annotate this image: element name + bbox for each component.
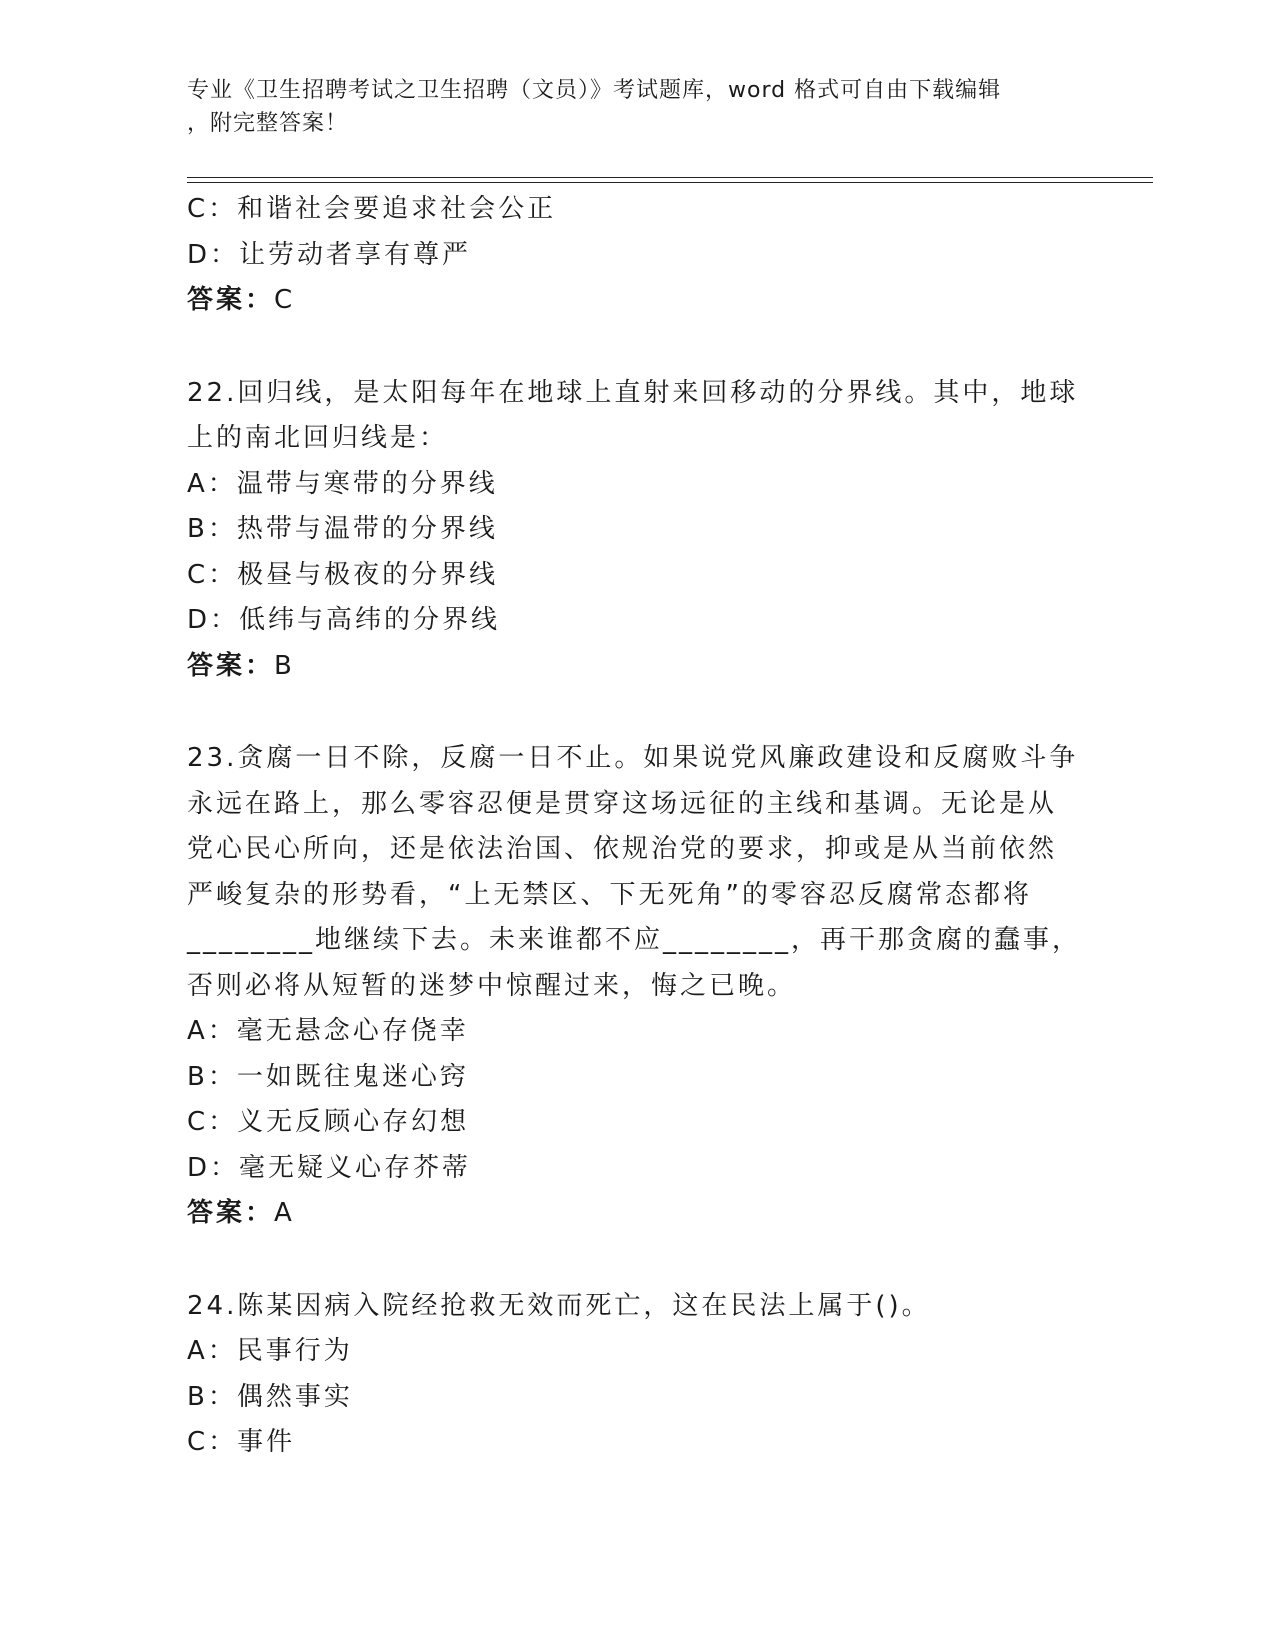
question-stem-line: 党心民心所向，还是依法治国、依规治党的要求，抑或是从当前依然 [187,834,1058,864]
option-c: C：义无反顾心存幻想 [187,1107,470,1137]
option-c: C：和谐社会要追求社会公正 [187,194,557,224]
question-stem-line: ________地继续下去。未来谁都不应________，再干那贪腐的蠢事， [187,925,1082,955]
question-stem-line: 24.陈某因病入院经抢救无效而死亡，这在民法上属于()。 [187,1290,931,1321]
answer-value: C [274,285,294,315]
answer [187,644,1087,690]
option-b: B：偶然事实 [187,1381,353,1412]
option-b: B：热带与温带的分界线 [187,514,498,544]
answer-value: B [274,650,293,681]
document-body [187,187,1087,1466]
option-d: D：让劳动者享有尊严 [187,239,472,270]
question-stem-line: 上的南北回归线是： [187,423,449,453]
question-23 [187,736,1087,1237]
question-stem-line: 23.贪腐一日不除，反腐一日不止。如果说党风廉政建设和反腐败斗争 [187,743,1079,773]
answer-label: 答案： [187,650,275,681]
answer-label: 答案： [187,1198,275,1228]
header-line-2: ，附完整答案！ [187,111,349,136]
document-header [187,74,1067,140]
option-c: C：极昼与极夜的分界线 [187,559,499,590]
question-stem-line: 否则必将从短暂的迷梦中惊醒过来，悔之已晚。 [187,970,797,1001]
option-a: A：温带与寒带的分界线 [187,468,498,499]
question-24 [187,1284,1087,1466]
option-c: C：事件 [187,1427,296,1457]
answer [187,278,1087,324]
question-21-partial [187,187,1087,324]
option-d: D：低纬与高纬的分界线 [187,605,501,635]
option-a: A：毫无悬念心存侥幸 [187,1016,469,1046]
question-22 [187,371,1087,690]
answer [187,1191,1087,1237]
option-a: A：民事行为 [187,1336,353,1366]
option-d: D：毫无疑义心存芥蒂 [187,1152,472,1183]
question-stem-line: 22.回归线，是太阳每年在地球上直射来回移动的分界线。其中，地球 [187,377,1079,408]
header-line-1: 专业《卫生招聘考试之卫生招聘（文员）》考试题库，word 格式可自由下载编辑 [187,78,1002,103]
option-b: B：一如既往鬼迷心窍 [187,1061,469,1092]
question-stem-line: 严峻复杂的形势看，“上无禁区、下无死角”的零容忍反腐常态都将 [187,879,1032,910]
header-rule-bottom [187,182,1153,183]
answer-value: A [274,1198,293,1228]
header-rule-top [187,177,1153,178]
answer-label: 答案： [187,285,275,315]
question-stem-line: 永远在路上，那么零容忍便是贯穿这场远征的主线和基调。无论是从 [187,788,1058,819]
